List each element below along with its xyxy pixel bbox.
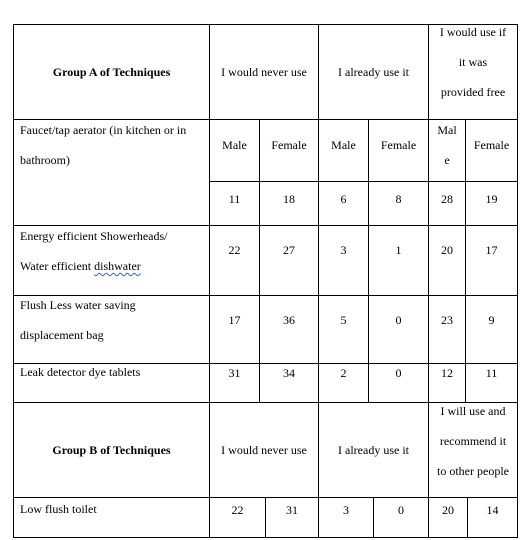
header-use-if-free-line1: I would use if [439,25,507,39]
row-showerheads-label-line2b: dishwater [94,259,141,273]
row-flushless-never-female: 36 [283,313,295,327]
header-recommend-line3: to other people [437,464,509,478]
gender-female-already: Female [380,138,417,152]
row-faucet-label [20,115,186,175]
row-lowflush-rec-female: 14 [486,503,499,517]
group-b-title: Group B of Techniques [52,443,171,457]
row-showerheads-label [20,221,168,281]
row-faucet-never-male: 11 [228,191,241,206]
row-flushless-free-male: 23 [441,313,453,327]
row-flushless-label-line2: displacement bag [20,328,104,342]
row-lowflush-never-male: 22 [231,503,244,517]
row-leak-free-male: 12 [441,366,453,380]
row-showerheads-already-female: 1 [395,243,402,257]
gender-male-never: Male [222,138,247,152]
header-use-if-free-line3: provided free [440,85,506,99]
row-showerheads-label-line2 [20,251,168,281]
header-use-if-free [429,17,517,107]
row-faucet-already-male: 6 [340,191,347,206]
header-b-never-use: I would never use [221,443,307,457]
row-faucet-label-line1: Faucet/tap aerator (in kitchen or in [20,123,187,137]
header-recommend-line1: I will use and [440,404,506,418]
header-b-already-use: I already use it [338,443,409,457]
row-lowflush-already-male: 3 [343,503,349,517]
row-flushless-free-female: 9 [488,313,495,327]
row-faucet-free-male: 28 [441,191,453,206]
row-leak-never-female: 34 [283,366,295,380]
row-leak-free-female: 11 [485,366,498,380]
row-showerheads-never-male: 22 [228,243,241,257]
group-a-title: Group A of Techniques [52,65,171,79]
row-faucet-already-female: 8 [395,191,402,206]
row-lowflush-rec-male: 20 [442,503,454,517]
row-leak-already-male: 2 [340,366,347,380]
row-lowflush-label: Low flush toilet [20,502,97,516]
header-use-if-free-line2: it was [458,55,488,69]
row-showerheads-label-line2a: Water efficient [20,259,95,273]
row-faucet-never-female: 18 [283,191,295,206]
gender-male-free [429,115,465,175]
row-faucet-label-line2: bathroom) [20,153,70,167]
header-recommend [429,396,517,486]
gender-female-free: Female [473,138,510,152]
row-flushless-never-male: 17 [228,313,241,327]
row-leak-never-male: 31 [228,366,241,380]
row-flushless-label-line1: Flush Less water saving [20,298,136,312]
row-showerheads-already-male: 3 [340,243,347,257]
gender-female-never: Female [271,138,307,152]
header-recommend-line2: recommend it [439,434,507,448]
row-leak-already-female: 0 [395,366,402,380]
row-faucet-free-female: 19 [485,191,498,206]
row-showerheads-free-male: 20 [441,243,453,257]
row-showerheads-label-line1: Energy efficient Showerheads/ [20,229,168,243]
header-never-use: I would never use [221,65,307,79]
row-flushless-already-female: 0 [395,313,402,327]
row-flushless-already-male: 5 [340,313,347,327]
row-showerheads-never-female: 27 [283,243,295,257]
row-lowflush-already-female: 0 [398,503,404,517]
row-leak-label: Leak detector dye tablets [20,365,141,379]
gender-male-free-part1: Mal [437,123,457,137]
header-already-use: I already use it [338,65,409,79]
gender-male-free-part2: e [444,153,450,167]
row-showerheads-free-female: 17 [485,243,498,257]
row-flushless-label [20,290,136,350]
row-lowflush-never-female: 31 [286,503,298,517]
gender-male-already: Male [331,138,356,152]
